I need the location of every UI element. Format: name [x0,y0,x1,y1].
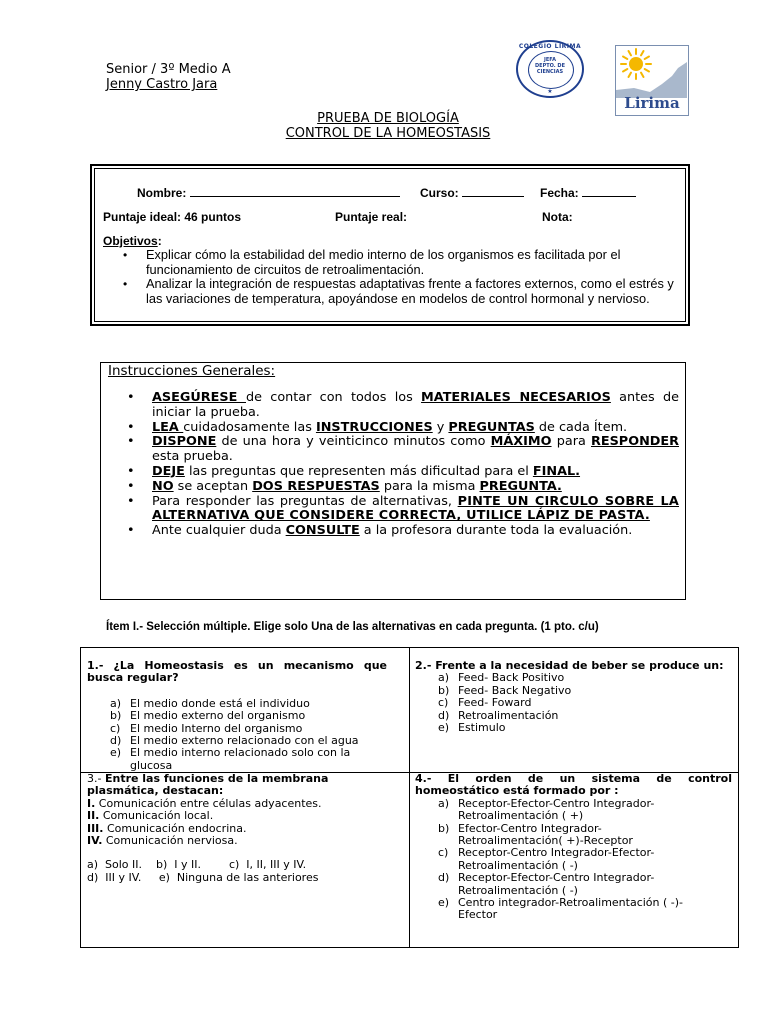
instruction-item: • Para responder las preguntas de alternativas, PINTE UN CIRCULO SOBRE LA ALTERNATIVA QUE CONSIDERE CORRECTA, UTILICE LÁPIZ DE PASTA. [123,495,679,525]
option-item[interactable]: d) Receptor-Efector-Centro Integrador-Retroalimentación ( -) [438,871,655,897]
course-field-label: Curso: [420,186,459,200]
seal-arc-text: COLEGIO LIRIMA [518,43,582,50]
ideal-score: Puntaje ideal: 46 puntos [103,210,242,224]
statement-item: III. Comunicación endocrina. [87,821,247,835]
exam-title: PRUEBA DE BIOLOGÍA [317,111,459,126]
option-item[interactable]: d) Retroalimentación [438,708,559,722]
instruction-item: • ASEGÚRESE de contar con todos los MATERIALES NECESARIOS antes de iniciar la prueba. [123,391,679,421]
option-item[interactable]: a) Feed- Back Positivo [438,671,565,685]
question-1 [87,660,387,772]
option-item[interactable]: b) Feed- Back Negativo [438,683,572,697]
date-field[interactable] [540,185,636,200]
option-item[interactable]: a) El medio donde está el individuo [110,696,310,710]
seal-star-icon: ★ [547,88,553,95]
student-info-box [90,164,690,326]
statement-item: IV. Comunicación nerviosa. [87,834,238,848]
objective-item: • Analizar la integración de respuestas adaptativas frente a factores externos, como el estrés y las variaciones de temperatura, apoyándose en modelos de control hormonal y nervioso. [120,277,680,306]
course-blank[interactable] [462,185,524,197]
grade-label: Nota: [542,210,573,224]
exam-subtitle: CONTROL DE LA HOMEOSTASIS [285,126,491,141]
date-label: Fecha: [540,186,579,200]
question-4 [415,773,732,922]
course-field[interactable] [420,185,524,200]
school-seal-logo [516,40,584,98]
option-item[interactable]: e) Centro integrador-Retroalimentación ( -)-Efector [438,896,684,922]
sun-mountain-icon [616,46,687,98]
option-item[interactable]: c) Receptor-Centro Integrador-Efector-Retroalimentación ( -) [438,846,655,872]
question-2 [415,660,732,734]
name-field[interactable] [137,185,400,200]
lirima-logo [615,45,689,116]
date-blank[interactable] [582,185,636,197]
course-label: Senior / 3º Medio A [106,62,231,77]
option-item[interactable]: e) Estimulo [438,721,506,735]
question-3-alternatives-row-1[interactable]: a) Solo II. b) I y II. c) I, II, III y IV. [87,858,307,872]
name-label: Nombre: [137,186,187,200]
option-item[interactable]: c) El medio Interno del organismo [110,721,303,735]
option-item[interactable]: b) Efector-Centro Integrador-Retroalimentación( +)-Receptor [438,821,633,848]
objectives-list [120,248,680,306]
option-item[interactable]: b) El medio externo del organismo [110,709,306,723]
question-3-alternatives-row-2[interactable]: d) III y IV. e) Ninguna de las anteriores [87,870,319,884]
statement-item: I. Comunicación entre células adyacentes. [87,796,322,810]
instructions-title: Instrucciones Generales: [108,363,276,379]
questions-table [80,647,739,948]
question-4-text: 4.- El orden de un sistema de control homeostático está formado por : [415,772,732,798]
question-2-options [438,672,732,734]
name-blank[interactable] [190,185,400,197]
objective-item: • Explicar cómo la estabilidad del medio interno de los organismos es facilitada por el funcionamiento de circuitos de retroalimentación. [120,248,680,277]
seal-center-text: JEFA DEPTO. DE CIENCIAS [535,57,565,75]
table-column-divider [409,648,410,947]
teacher-name: Jenny Castro Jara [106,77,218,92]
question-3-statements [87,798,387,848]
option-item[interactable]: d) El medio externo relacionado con el agua [110,734,359,748]
question-3 [87,773,387,884]
option-item[interactable]: e) El medio interno relacionado solo con la glucosa [110,746,351,772]
real-score-label: Puntaje real: [335,210,408,224]
instruction-item: • NO se aceptan DOS RESPUESTAS para la misma PREGUNTA. [123,480,679,495]
instruction-item: • Ante cualquier duda CONSULTE a la profesora durante toda la evaluación. [123,524,679,539]
instruction-item: • DEJE las preguntas que representen más dificultad para el FINAL. [123,465,679,480]
item-heading: Ítem I.- Selección múltiple. Elige solo Una de las alternativas en cada pregunta. (1 pto. c/u) [106,621,599,633]
option-item[interactable]: a) Receptor-Efector-Centro Integrador-Retroalimentación ( +) [438,796,655,823]
question-1-options [110,698,382,772]
statement-item: II. Comunicación local. [87,809,214,823]
question-3-text: 3.- Entre las funciones de la membrana plasmática, destacan: [87,772,329,798]
objectives-heading: Objetivos: [103,234,162,248]
logo-wordmark: Lirima [624,94,680,112]
question-4-options [438,798,703,922]
instructions-list [123,391,679,539]
question-2-text: 2.- Frente a la necesidad de beber se produce un: [415,659,724,672]
instructions-box [100,362,686,600]
instruction-item: • LEA cuidadosamente las INSTRUCCIONES y PREGUNTAS de cada Ítem. [123,421,679,436]
question-1-text: 1.- ¿La Homeostasis es un mecanismo que busca regular? [87,659,387,685]
instruction-item: • DISPONE de una hora y veinticinco minutos como MÁXIMO para RESPONDER esta prueba. [123,435,679,465]
option-item[interactable]: c) Feed- Foward [438,696,532,710]
